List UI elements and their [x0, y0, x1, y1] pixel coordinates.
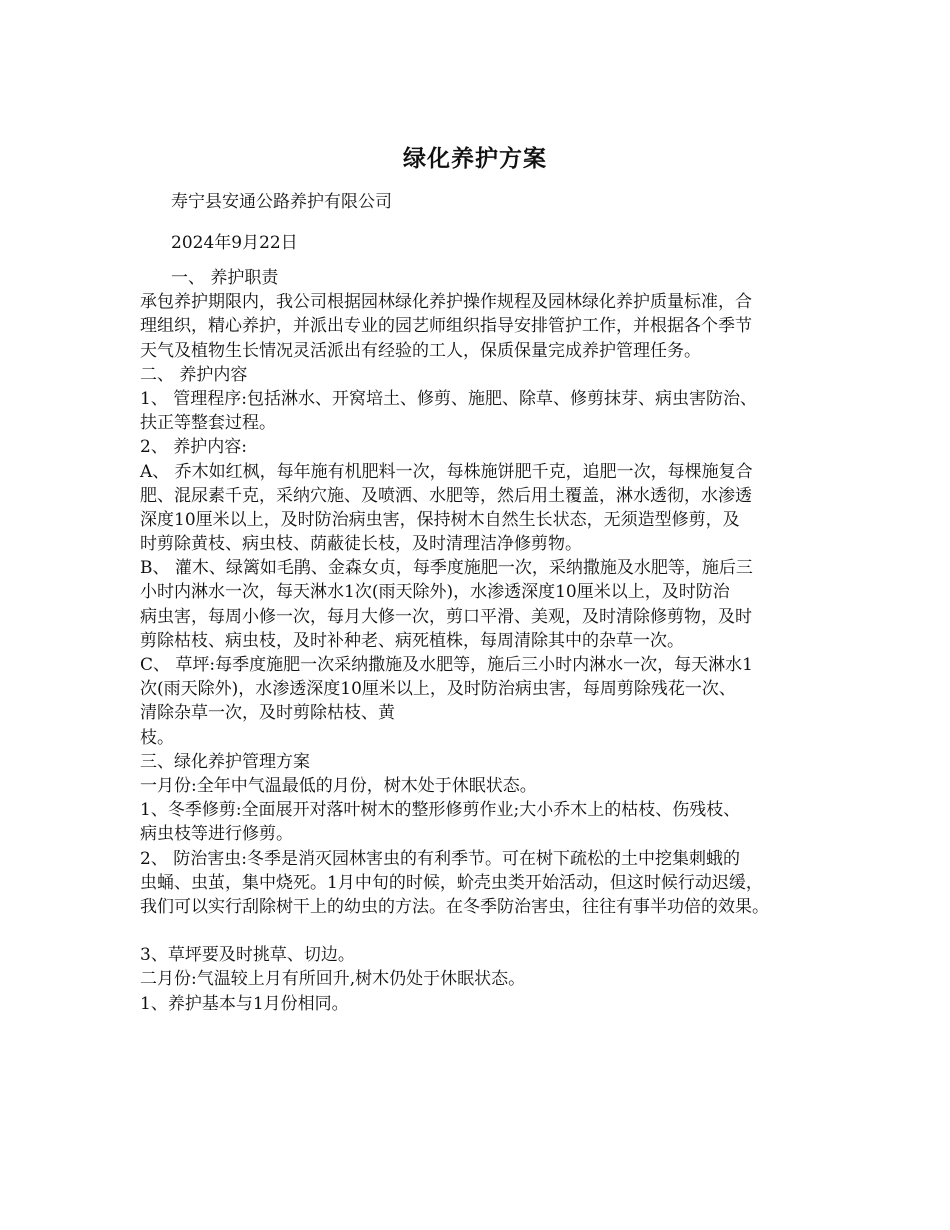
body-line: 1、 管理程序:包括淋水、开窝培土、修剪、施肥、除草、修剪抹芽、病虫害防治、	[140, 388, 757, 409]
body-line: 虫蛹、虫茧，集中烧死。1月中旬的时候，蚧壳虫类开始活动，但这时候行动迟缓，	[140, 872, 763, 893]
blank-line	[140, 919, 830, 943]
document-body	[140, 266, 830, 1016]
body-line: 病虫害，每周小修一次，每月大修一次，剪口平滑、美观，及时清除修剪物，及时	[140, 606, 752, 627]
body-line: 天气及植物生长情况灵活派出有经验的工人，保质保量完成养护管理任务。	[140, 340, 701, 361]
body-line: B、 灌木、绿篱如毛鹃、金森女贞，每季度施肥一次，采纳撒施及水肥等，施后三	[140, 558, 753, 579]
body-line: 2、 养护内容:	[140, 437, 247, 458]
body-line: 时剪除黄枝、病虫枝、荫蔽徒长枝，及时清理洁净修剪物。	[140, 534, 582, 555]
body-line: 扶正等整套过程。	[140, 413, 276, 434]
company-name: 寿宁县安通公路养护有限公司	[171, 192, 392, 212]
body-line: 3、草坪要及时挑草、切边。	[140, 945, 355, 966]
body-line: 二、 养护内容	[140, 364, 248, 385]
body-line: 一月份:全年中气温最低的月份，树木处于休眠状态。	[140, 775, 537, 796]
document-date: 2024年9月22日	[171, 233, 298, 253]
body-line: 承包养护期限内，我公司根据园林绿化养护操作规程及园林绿化养护质量标准，合	[140, 292, 752, 313]
document-title: 绿化养护方案	[403, 145, 547, 172]
body-line: 1、养护基本与1月份相同。	[140, 993, 349, 1014]
body-line: 我们可以实行刮除树干上的幼虫的方法。在冬季防治害虫，往往有事半功倍的效果。	[140, 896, 769, 917]
body-line: C、 草坪:每季度施肥一次采纳撒施及水肥等，施后三小时内淋水一次，每天淋水1	[140, 655, 753, 675]
body-line: 清除杂草一次，及时剪除枯枝、黄	[140, 703, 395, 724]
body-line: 三、绿化养护管理方案	[140, 751, 310, 772]
body-line: 1、冬季修剪:全面展开对落叶树木的整形修剪作业;大小乔木上的枯枝、伤残枝、	[140, 800, 741, 821]
body-line: 深度10厘米以上，及时防治病虫害，保持树木自然生长状态，无须造型修剪，及	[140, 509, 740, 530]
body-line: 肥、混尿素千克，采纳穴施、及喷洒、水肥等，然后用土覆盖，淋水透彻，水渗透	[140, 485, 752, 506]
body-line: 二月份:气温较上月有所回升,树木仍处于休眠状态。	[140, 969, 526, 990]
body-line: 枝。	[140, 727, 174, 748]
body-line: A、 乔木如红枫，每年施有机肥料一次，每株施饼肥千克，追肥一次，每棵施复合	[140, 461, 753, 482]
body-line: 剪除枯枝、病虫枝，及时补种老、病死植株，每周清除其中的杂草一次。	[140, 630, 684, 651]
body-line: 2、 防治害虫:冬季是消灭园林害虫的有利季节。可在树下疏松的土中挖集刺蛾的	[140, 848, 740, 869]
body-line: 次(雨天除外)，水渗透深度10厘米以上，及时防治病虫害，每周剪除残花一次、	[140, 679, 736, 700]
body-line: 小时内淋水一次，每天淋水1次(雨天除外)，水渗透深度10厘米以上，及时防治	[140, 582, 730, 603]
body-line: 病虫枝等进行修剪。	[140, 824, 293, 845]
section-heading: 一、 养护职责	[171, 268, 279, 288]
body-line: 理组织，精心养护，并派出专业的园艺师组织指导安排管护工作，并根据各个季节	[140, 316, 752, 337]
